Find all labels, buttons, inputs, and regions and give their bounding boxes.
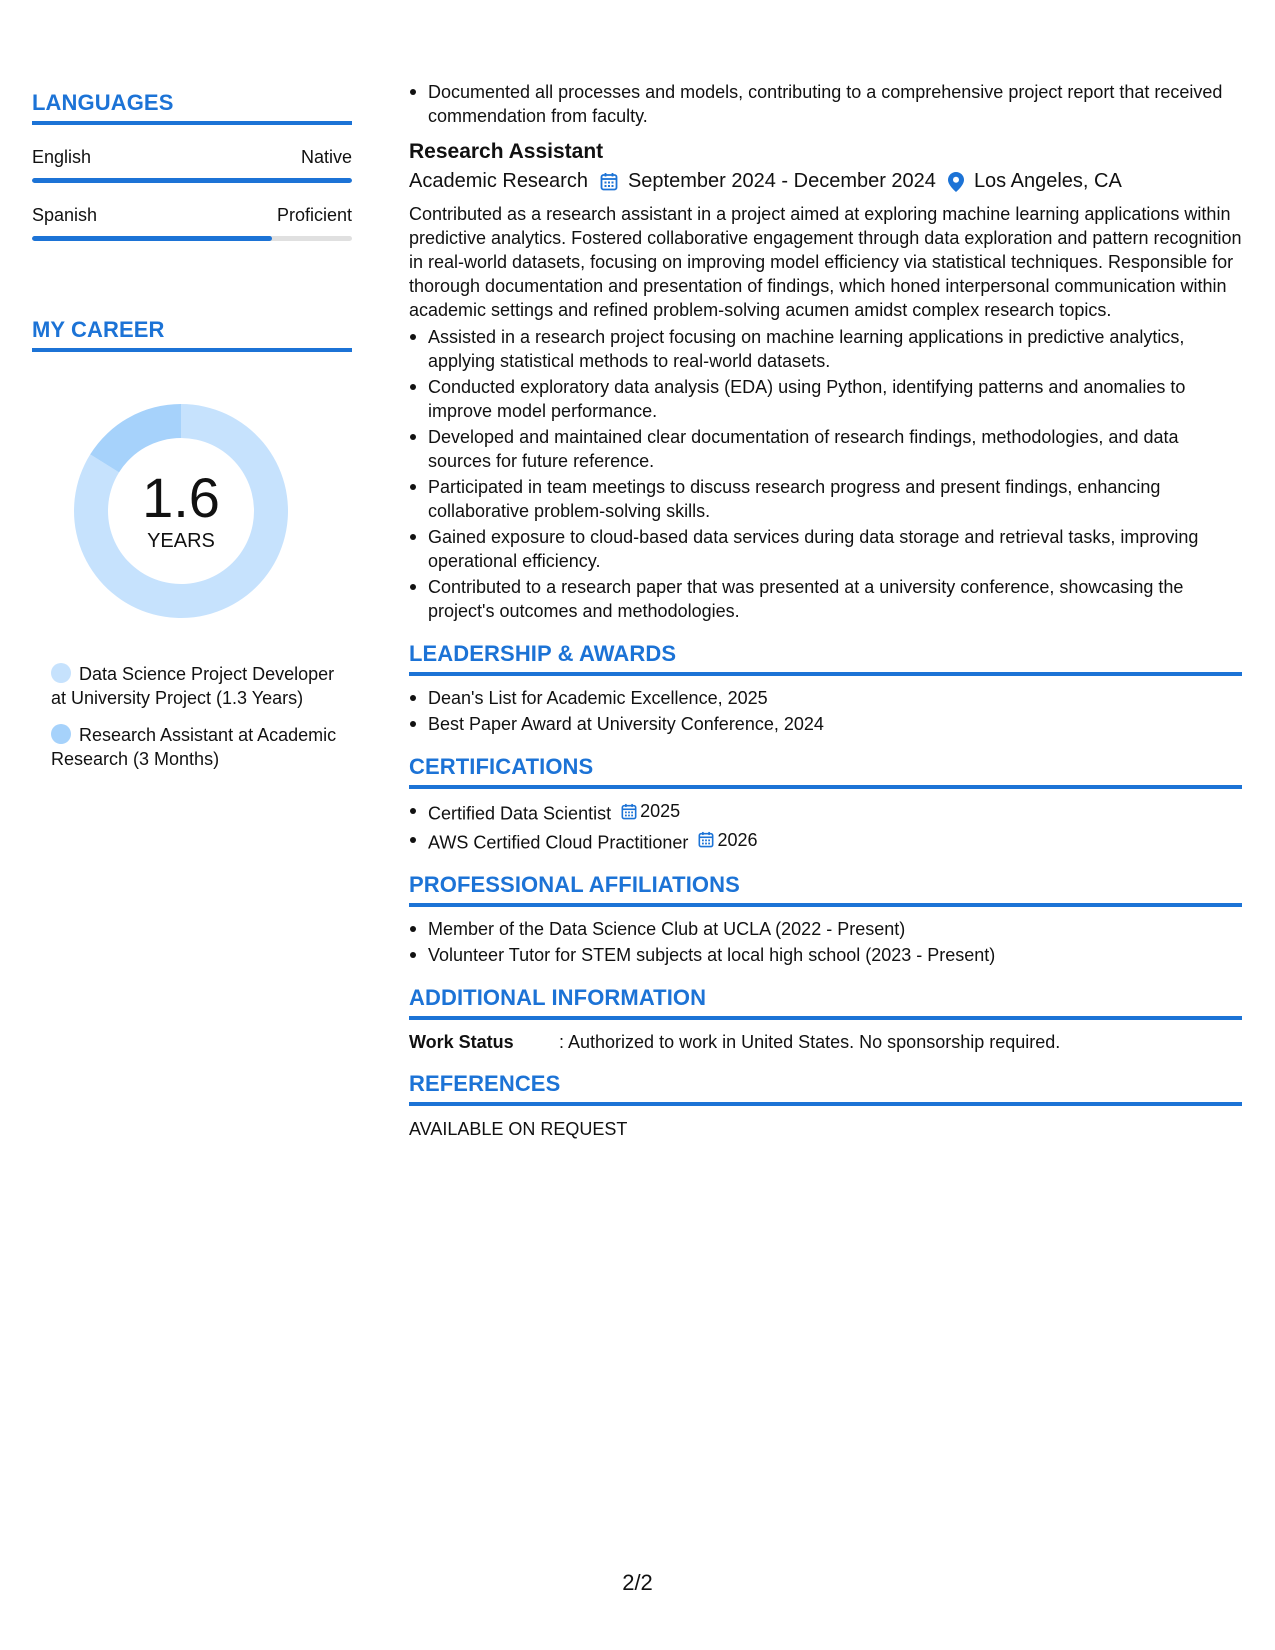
language-name: English bbox=[32, 147, 92, 167]
location-pin-icon bbox=[948, 172, 964, 192]
job-description: Contributed as a research assistant in a project aimed at exploring machine learning applications within predictive analytics. Fostered collaborative engagement through data exploration and pattern recognition in real-world datasets, focusing on improving model efficiency via statistical techniques. Responsible for thorough documentation and presentation of findings, which honed interpersonal communication within academic settings and refined problem-solving acumen amidst complex research topics. bbox=[409, 204, 1242, 320]
work-status-row bbox=[409, 1032, 1242, 1053]
affiliations-heading: PROFESSIONAL AFFILIATIONS bbox=[409, 872, 1242, 907]
career-total-unit: YEARS bbox=[147, 529, 215, 552]
list-item: Assisted in a research project focusing on machine learning applications in predictive analytics, applying statistical methods to real-world datasets. bbox=[409, 325, 1242, 373]
language-name: Spanish bbox=[32, 205, 98, 225]
language-item bbox=[32, 205, 352, 241]
list-item: Dean's List for Academic Excellence, 2025 bbox=[409, 686, 1242, 710]
list-item: Participated in team meetings to discuss research progress and present findings, enhancing collaborative problem-solving skills. bbox=[409, 475, 1242, 523]
language-level: Proficient bbox=[276, 205, 352, 225]
list-item: Volunteer Tutor for STEM subjects at local high school (2023 - Present) bbox=[409, 943, 1242, 967]
career-heading: MY CAREER bbox=[32, 317, 352, 352]
affiliations-list bbox=[409, 917, 1242, 967]
work-status-label: Work Status bbox=[409, 1032, 514, 1052]
list-item: Member of the Data Science Club at UCLA (2022 - Present) bbox=[409, 917, 1242, 941]
list-item: Developed and maintained clear documentation of research findings, methodologies, and data sources for future reference. bbox=[409, 425, 1242, 473]
calendar-icon bbox=[600, 172, 618, 191]
career-legend-item bbox=[51, 723, 352, 771]
calendar-icon bbox=[621, 803, 637, 820]
language-level: Native bbox=[300, 147, 352, 167]
legend-dot-icon bbox=[51, 724, 71, 744]
job-dates: September 2024 - December 2024 bbox=[627, 170, 936, 192]
previous-job-bullets bbox=[409, 80, 1242, 128]
languages-section bbox=[32, 90, 352, 241]
certification-name: Certified Data Scientist bbox=[428, 803, 612, 824]
languages-heading: LANGUAGES bbox=[32, 90, 352, 125]
left-column bbox=[32, 90, 352, 784]
language-proficiency-bar bbox=[32, 236, 352, 241]
leadership-heading: LEADERSHIP & AWARDS bbox=[409, 641, 1242, 676]
list-item: Contributed to a research paper that was presented at a university conference, showcasing the project's outcomes and methodologies. bbox=[409, 575, 1242, 623]
certifications-section bbox=[409, 754, 1242, 854]
calendar-icon bbox=[698, 831, 714, 848]
list-item: Best Paper Award at University Conference, 2024 bbox=[409, 712, 1242, 736]
leadership-list bbox=[409, 686, 1242, 736]
language-proficiency-bar bbox=[32, 178, 352, 183]
certification-year: 2026 bbox=[717, 829, 758, 850]
language-proficiency-fill bbox=[32, 236, 272, 241]
references-heading: REFERENCES bbox=[409, 1071, 1242, 1106]
career-legend bbox=[32, 662, 352, 771]
affiliations-section bbox=[409, 872, 1242, 967]
job-title: Research Assistant bbox=[409, 140, 604, 163]
career-donut-chart bbox=[66, 396, 296, 626]
leadership-section bbox=[409, 641, 1242, 736]
right-column bbox=[409, 80, 1242, 1140]
certifications-list bbox=[409, 799, 1242, 854]
work-status-value: : Authorized to work in United States. No sponsorship required. bbox=[559, 1032, 1061, 1052]
job-meta bbox=[409, 170, 1242, 193]
job-location: Los Angeles, CA bbox=[973, 170, 1122, 192]
experience-entry bbox=[409, 140, 1242, 623]
career-total-years: 1.6 bbox=[142, 465, 220, 529]
list-item: Conducted exploratory data analysis (EDA) using Python, identifying patterns and anomalies to improve model performance. bbox=[409, 375, 1242, 423]
legend-dot-icon bbox=[51, 663, 71, 683]
additional-info-heading: ADDITIONAL INFORMATION bbox=[409, 985, 1242, 1020]
references-text: AVAILABLE ON REQUEST bbox=[409, 1119, 628, 1139]
additional-info-section bbox=[409, 985, 1242, 1053]
job-bullets bbox=[409, 325, 1242, 623]
list-item bbox=[409, 799, 1242, 826]
certification-name: AWS Certified Cloud Practitioner bbox=[428, 832, 689, 852]
career-donut-center bbox=[66, 396, 296, 626]
language-item bbox=[32, 147, 352, 183]
list-item: Documented all processes and models, contributing to a comprehensive project report that received commendation from faculty. bbox=[409, 80, 1242, 128]
list-item: Gained exposure to cloud-based data services during data storage and retrieval tasks, improving operational efficiency. bbox=[409, 525, 1242, 573]
career-legend-label: Research Assistant at Academic Research (3 Months) bbox=[51, 725, 337, 769]
language-proficiency-fill bbox=[32, 178, 352, 183]
references-section bbox=[409, 1071, 1242, 1140]
page-number: 2/2 bbox=[622, 1570, 653, 1595]
certification-year: 2025 bbox=[640, 801, 681, 821]
job-company: Academic Research bbox=[409, 170, 588, 192]
certifications-heading: CERTIFICATIONS bbox=[409, 754, 1242, 789]
career-section bbox=[32, 317, 352, 771]
career-legend-label: Data Science Project Developer at University Project (1.3 Years) bbox=[51, 664, 335, 708]
career-legend-item bbox=[51, 662, 352, 710]
list-item bbox=[409, 828, 1242, 855]
